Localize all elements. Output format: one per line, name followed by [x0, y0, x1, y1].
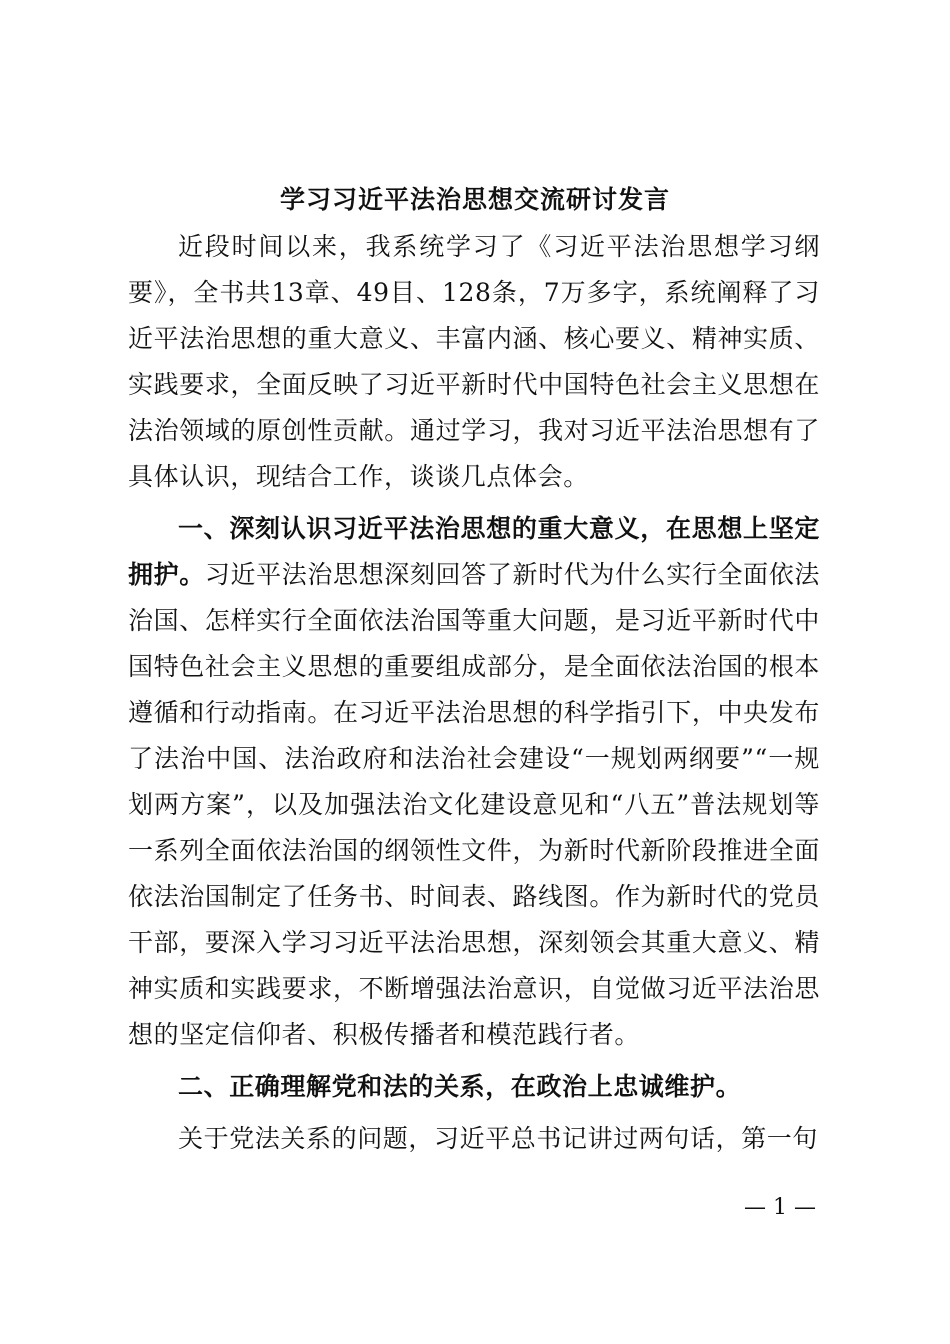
paragraph-text: 习近平法治思想深刻回答了新时代为什么实行全面依法治国、怎样实行全面依法治国等重大问题，是习近平新时代中国特色社会主义思想的重要组成部分，是全面依法治国的根本遵循和行动指南。在习近平法治思想的科学指引下，中央发布了法治中国、法治政府和法治社会建设“一规划两纲要”“一规划两方案”，以及加强法治文化建设意见和“八五”普法规划等一系列全面依法治国的纲领性文件，为新时代新阶段推进全面依法治国制定了任务书、时间表、路线图。作为新时代的党员干部，要深入学习习近平法治思想，深刻领会其重大意义、精神实质和实践要求，不断增强法治意识，自觉做习近平法治思想的坚定信仰者、积极传播者和模范践行者。	[128, 560, 820, 1049]
document-body	[128, 224, 820, 1162]
paragraph-text: 关于党法关系的问题，习近平总书记讲过两句话，第一句	[178, 1124, 819, 1153]
paragraph-intro	[128, 224, 820, 500]
section-heading: 二、正确理解党和法的关系，在政治上忠诚维护。	[178, 1072, 742, 1101]
section-heading: 一、深刻认识习近平法治思想的重大意义，在思想上坚定拥护。	[128, 514, 820, 589]
paragraph-section-two-text	[128, 1116, 820, 1162]
document-title: 学习习近平法治思想交流研讨发言	[279, 185, 670, 214]
paragraph-text: 近段时间以来，我系统学习了《习近平法治思想学习纲要》，全书共13章、49目、128条，7万多字，系统阐释了习近平法治思想的重大意义、丰富内涵、核心要义、精神实质、实践要求，全面反映了习近平新时代中国特色社会主义思想在法治领域的原创性贡献。通过学习，我对习近平法治思想有了具体认识，现结合工作，谈谈几点体会。	[128, 232, 820, 491]
paragraph-section-two-heading	[128, 1064, 820, 1110]
paragraph-section-one	[128, 506, 820, 1058]
page-number: — 1 —	[744, 1195, 816, 1220]
